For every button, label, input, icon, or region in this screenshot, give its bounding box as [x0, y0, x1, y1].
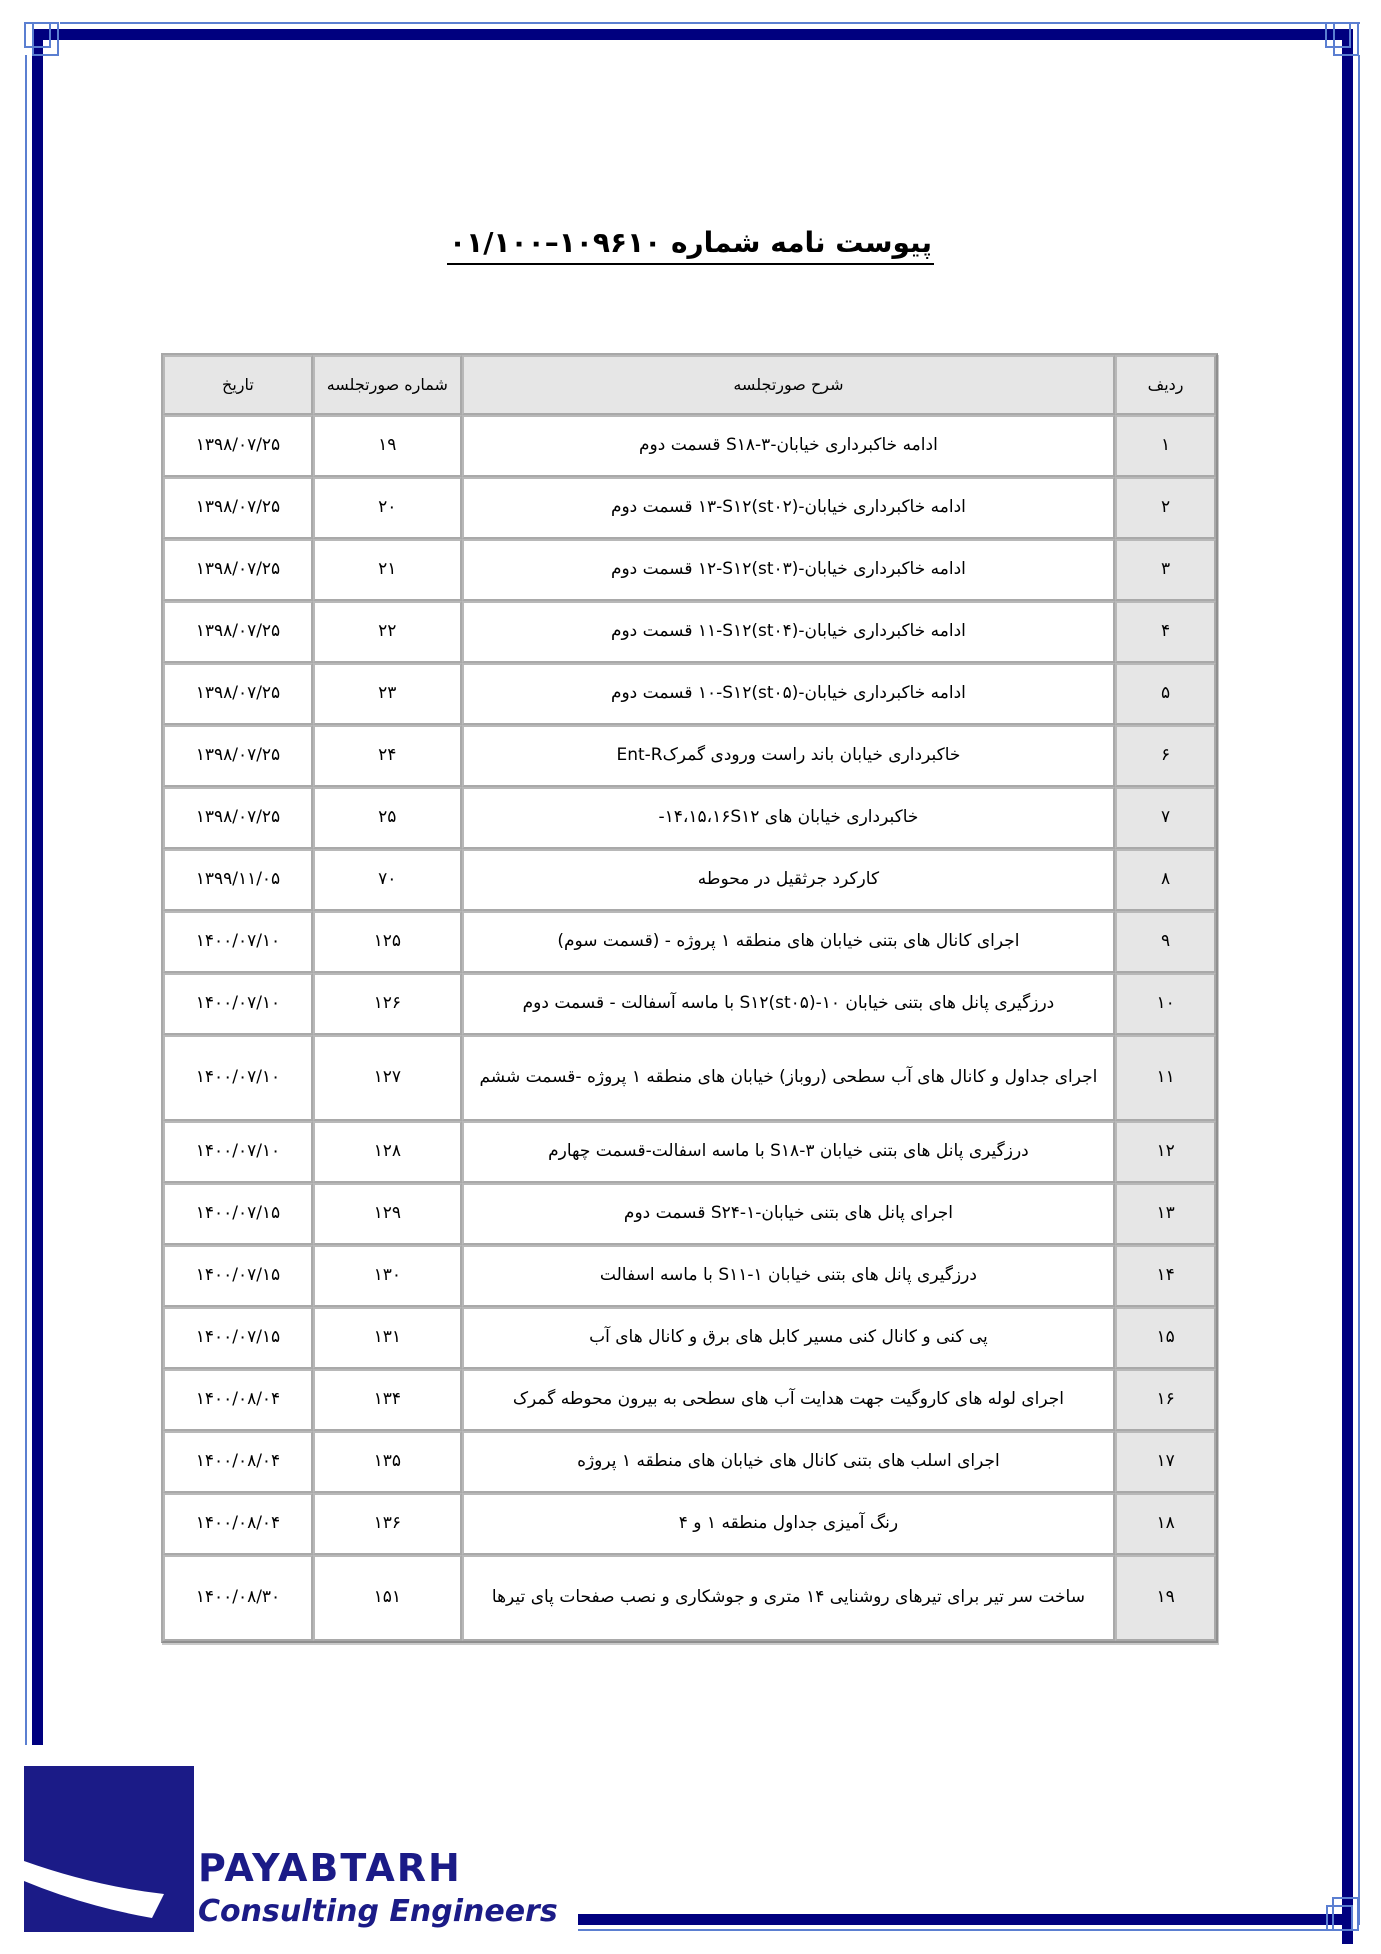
table-row — [163, 849, 1216, 911]
table-header-row — [163, 355, 1216, 415]
cell-index: ۱ — [1115, 415, 1216, 477]
cell-date: ۱۴۰۰/۰۷/۱۵ — [163, 1307, 313, 1369]
cell-date: ۱۴۰۰/۰۷/۱۵ — [163, 1183, 313, 1245]
cell-date: ۱۳۹۸/۰۷/۲۵ — [163, 539, 313, 601]
frame-right — [1342, 29, 1353, 1944]
cell-minutes-number: ۱۵۱ — [313, 1555, 462, 1641]
cell-date: ۱۳۹۹/۱۱/۰۵ — [163, 849, 313, 911]
cell-date: ۱۳۹۸/۰۷/۲۵ — [163, 477, 313, 539]
cell-index: ۱۹ — [1115, 1555, 1216, 1641]
cell-description: اجرای کانال های بتنی خیابان های منطقه ۱ پروژه - (قسمت سوم) — [462, 911, 1115, 973]
cell-date: ۱۳۹۸/۰۷/۲۵ — [163, 415, 313, 477]
table-row — [163, 787, 1216, 849]
table-row — [163, 663, 1216, 725]
cell-index: ۸ — [1115, 849, 1216, 911]
header-minutes-number: شماره صورتجلسه — [313, 355, 462, 415]
cell-minutes-number: ۱۳۰ — [313, 1245, 462, 1307]
cell-minutes-number: ۲۰ — [313, 477, 462, 539]
cell-description: پی کنی و کانال کنی مسیر کابل های برق و کانال های آب — [462, 1307, 1115, 1369]
cell-index: ۱۱ — [1115, 1035, 1216, 1121]
cell-minutes-number: ۲۱ — [313, 539, 462, 601]
table-body — [163, 415, 1216, 1641]
cell-description: ادامه خاکبرداری خیابان-(st۰۲)۱۳-S۱۲ قسمت دوم — [462, 477, 1115, 539]
cell-date: ۱۳۹۸/۰۷/۲۵ — [163, 601, 313, 663]
frame-corner-top-left-b — [32, 22, 59, 56]
cell-index: ۱۰ — [1115, 973, 1216, 1035]
company-logo-icon — [24, 1766, 194, 1932]
cell-description: اجرای پانل های بتنی خیابان-۱-S۲۴ قسمت دوم — [462, 1183, 1115, 1245]
header-index: ردیف — [1115, 355, 1216, 415]
frame-left-thin — [25, 55, 27, 1745]
cell-minutes-number: ۷۰ — [313, 849, 462, 911]
cell-date: ۱۴۰۰/۰۷/۱۰ — [163, 973, 313, 1035]
table-row — [163, 415, 1216, 477]
table-row — [163, 725, 1216, 787]
cell-date: ۱۳۹۸/۰۷/۲۵ — [163, 725, 313, 787]
cell-minutes-number: ۱۳۶ — [313, 1493, 462, 1555]
cell-index: ۱۵ — [1115, 1307, 1216, 1369]
table-row — [163, 1035, 1216, 1121]
cell-index: ۱۴ — [1115, 1245, 1216, 1307]
cell-index: ۲ — [1115, 477, 1216, 539]
cell-index: ۱۲ — [1115, 1121, 1216, 1183]
table-row — [163, 1245, 1216, 1307]
frame-bottom-thin — [578, 1929, 1338, 1931]
company-subtitle: Consulting Engineers — [198, 1894, 558, 1929]
cell-index: ۵ — [1115, 663, 1216, 725]
cell-description: ادامه خاکبرداری خیابان-(st۰۵)۱۰-S۱۲ قسمت دوم — [462, 663, 1115, 725]
frame-corner-top-right-b — [1333, 22, 1359, 56]
table-row — [163, 1431, 1216, 1493]
cell-description: درزگیری پانل های بتنی خیابان ۱-S۱۱ با ماسه اسفالت — [462, 1245, 1115, 1307]
cell-index: ۷ — [1115, 787, 1216, 849]
frame-top — [32, 29, 1353, 40]
table-row — [163, 1493, 1216, 1555]
cell-date: ۱۴۰۰/۰۸/۳۰ — [163, 1555, 313, 1641]
cell-description: اجرای لوله های کاروگیت جهت هدایت آب های سطحی به بیرون محوطه گمرک — [462, 1369, 1115, 1431]
cell-minutes-number: ۲۲ — [313, 601, 462, 663]
table-row — [163, 1121, 1216, 1183]
cell-description: کارکرد جرثقیل در محوطه — [462, 849, 1115, 911]
cell-index: ۱۷ — [1115, 1431, 1216, 1493]
cell-index: ۶ — [1115, 725, 1216, 787]
company-name: PAYABTARH — [198, 1846, 462, 1890]
cell-minutes-number: ۱۹ — [313, 415, 462, 477]
cell-description: رنگ آمیزی جداول منطقه ۱ و ۴ — [462, 1493, 1115, 1555]
cell-description: خاکبرداری خیابان های ۱۴،۱۵،۱۶S۱۲- — [462, 787, 1115, 849]
table-row — [163, 973, 1216, 1035]
cell-date: ۱۴۰۰/۰۸/۰۴ — [163, 1369, 313, 1431]
cell-date: ۱۳۹۸/۰۷/۲۵ — [163, 787, 313, 849]
cell-minutes-number: ۱۳۱ — [313, 1307, 462, 1369]
cell-minutes-number: ۱۲۵ — [313, 911, 462, 973]
cell-index: ۱۶ — [1115, 1369, 1216, 1431]
minutes-table — [161, 353, 1218, 1643]
cell-index: ۴ — [1115, 601, 1216, 663]
cell-date: ۱۴۰۰/۰۷/۱۵ — [163, 1245, 313, 1307]
cell-date: ۱۴۰۰/۰۷/۱۰ — [163, 1035, 313, 1121]
cell-date: ۱۳۹۸/۰۷/۲۵ — [163, 663, 313, 725]
frame-right-thin — [1358, 55, 1360, 1925]
cell-description: ادامه خاکبرداری خیابان-۳-S۱۸ قسمت دوم — [462, 415, 1115, 477]
cell-description: ساخت سر تیر برای تیرهای روشنایی ۱۴ متری و جوشکاری و نصب صفحات پای تیرها — [462, 1555, 1115, 1641]
table-row — [163, 1369, 1216, 1431]
table-row — [163, 601, 1216, 663]
table-row — [163, 477, 1216, 539]
cell-minutes-number: ۱۲۷ — [313, 1035, 462, 1121]
cell-minutes-number: ۱۲۸ — [313, 1121, 462, 1183]
table-row — [163, 1555, 1216, 1641]
cell-minutes-number: ۲۵ — [313, 787, 462, 849]
cell-description: ادامه خاکبرداری خیابان-(st۰۳)۱۲-S۱۲ قسمت دوم — [462, 539, 1115, 601]
table-row — [163, 1307, 1216, 1369]
cell-description: خاکبرداری خیابان باند راست ورودی گمرکEnt-R — [462, 725, 1115, 787]
cell-minutes-number: ۱۳۴ — [313, 1369, 462, 1431]
frame-bottom — [578, 1914, 1353, 1925]
cell-description: درزگیری پانل های بتنی خیابان ۳-S۱۸ با ماسه اسفالت-قسمت چهارم — [462, 1121, 1115, 1183]
cell-date: ۱۴۰۰/۰۸/۰۴ — [163, 1493, 313, 1555]
document-title-text: پیوست نامه شماره ۱۰۹۶۱۰–۰۱/۱۰۰ — [447, 226, 934, 265]
cell-minutes-number: ۱۳۵ — [313, 1431, 462, 1493]
cell-description: اجرای اسلب های بتنی کانال های خیابان های منطقه ۱ پروژه — [462, 1431, 1115, 1493]
cell-index: ۱۳ — [1115, 1183, 1216, 1245]
document-title — [0, 226, 1381, 265]
frame-corner-bottom-right-b — [1332, 1897, 1359, 1931]
cell-index: ۱۸ — [1115, 1493, 1216, 1555]
cell-index: ۹ — [1115, 911, 1216, 973]
cell-index: ۳ — [1115, 539, 1216, 601]
cell-date: ۱۴۰۰/۰۷/۱۰ — [163, 911, 313, 973]
cell-description: ادامه خاکبرداری خیابان-(st۰۴)۱۱-S۱۲ قسمت دوم — [462, 601, 1115, 663]
logo-swoosh-icon — [24, 1766, 194, 1932]
cell-minutes-number: ۲۳ — [313, 663, 462, 725]
cell-date: ۱۴۰۰/۰۸/۰۴ — [163, 1431, 313, 1493]
cell-date: ۱۴۰۰/۰۷/۱۰ — [163, 1121, 313, 1183]
table-row — [163, 539, 1216, 601]
cell-description: اجرای جداول و کانال های آب سطحی (روباز) خیابان های منطقه ۱ پروژه -قسمت ششم — [462, 1035, 1115, 1121]
table-row — [163, 1183, 1216, 1245]
frame-left — [32, 29, 43, 1745]
cell-minutes-number: ۱۲۹ — [313, 1183, 462, 1245]
header-date: تاریخ — [163, 355, 313, 415]
cell-minutes-number: ۱۲۶ — [313, 973, 462, 1035]
cell-description: درزگیری پانل های بتنی خیابان ۱۰-S۱۲(st۰۵) با ماسه آسفالت - قسمت دوم — [462, 973, 1115, 1035]
header-description: شرح صورتجلسه — [462, 355, 1115, 415]
frame-top-thin — [60, 22, 1360, 24]
table-row — [163, 911, 1216, 973]
cell-minutes-number: ۲۴ — [313, 725, 462, 787]
